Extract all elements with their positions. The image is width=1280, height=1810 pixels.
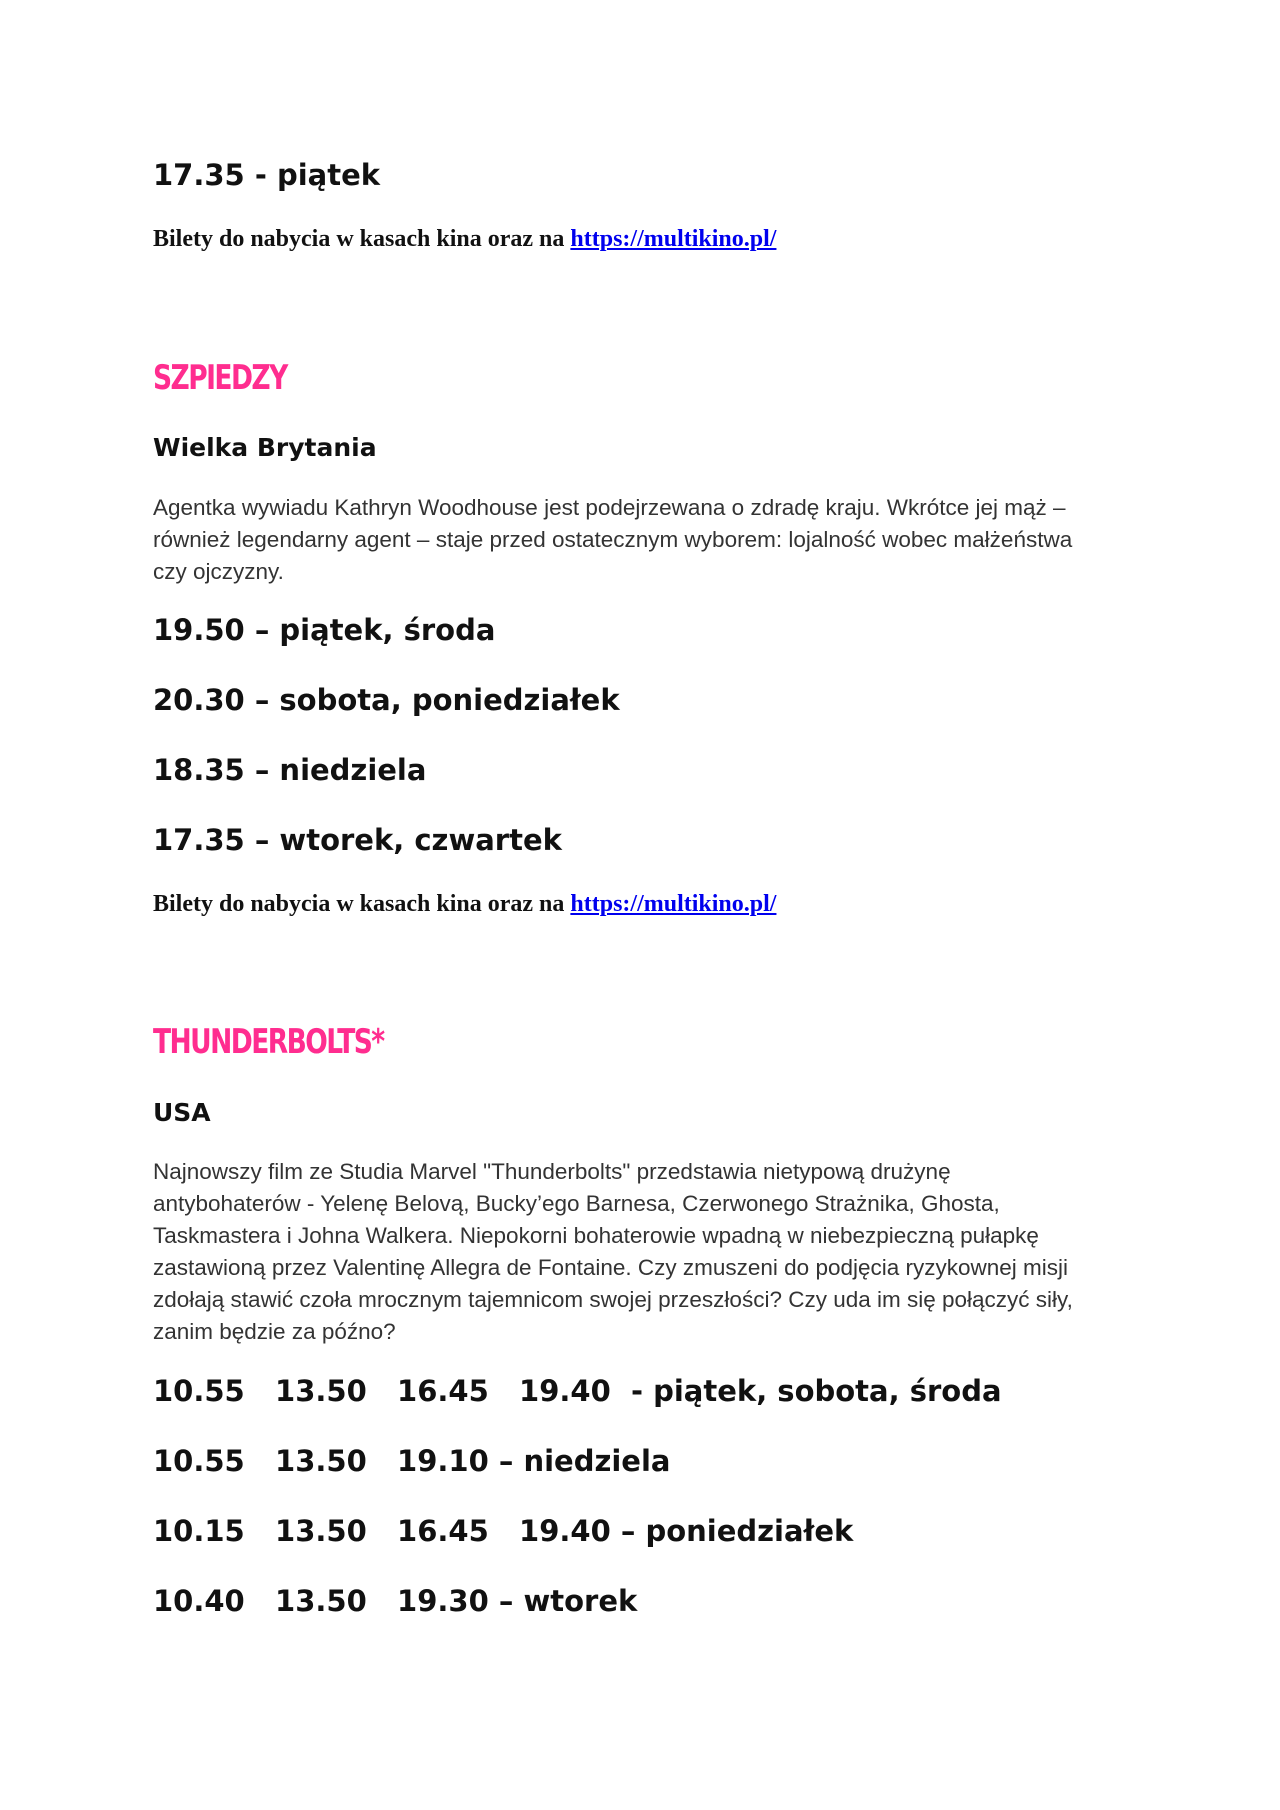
multikino-link[interactable]: https://multikino.pl/	[570, 891, 777, 917]
description-line: czy ojczyzny.	[153, 559, 284, 584]
showtime-line: 10.40 13.50 19.30 – wtorek	[153, 1584, 638, 1618]
film-country: USA	[153, 1098, 211, 1127]
multikino-link[interactable]: https://multikino.pl/	[570, 226, 777, 252]
description-line: zanim będzie za późno?	[153, 1319, 396, 1344]
description-line: Taskmastera i Johna Walkera. Niepokorni bohaterowie wpadną w niebezpieczną pułapkę	[153, 1223, 1039, 1248]
description-line: zastawioną przez Valentinę Allegra de Fontaine. Czy zmuszeni do podjęcia ryzykownej misji	[153, 1255, 1069, 1280]
showtime-line: 10.15 13.50 16.45 19.40 – poniedziałek	[153, 1514, 854, 1548]
tickets-info	[153, 889, 776, 919]
tickets-info	[153, 224, 776, 254]
showtime-line: 17.35 - piątek	[153, 158, 381, 192]
film-description	[153, 1156, 1073, 1348]
description-line: Agentka wywiadu Kathryn Woodhouse jest podejrzewana o zdradę kraju. Wkrótce jej mąż –	[153, 495, 1066, 520]
showtime-line: 18.35 – niedziela	[153, 753, 427, 787]
showtime-line: 19.50 – piątek, środa	[153, 613, 496, 647]
showtime-line: 10.55 13.50 19.10 – niedziela	[153, 1444, 671, 1478]
description-line: Najnowszy film ze Studia Marvel "Thunderbolts" przedstawia nietypową drużynę	[153, 1159, 951, 1184]
tickets-text: Bilety do nabycia w kasach kina oraz na	[153, 891, 571, 917]
showtime-line: 10.55 13.50 16.45 19.40 - piątek, sobota, środa	[153, 1374, 1002, 1408]
film-country: Wielka Brytania	[153, 433, 377, 462]
showtime-line: 17.35 – wtorek, czwartek	[153, 823, 562, 857]
showtime-line: 20.30 – sobota, poniedziałek	[153, 683, 620, 717]
description-line: również legendarny agent – staje przed ostatecznym wyborem: lojalność wobec małżeństwa	[153, 527, 1073, 552]
description-line: zdołają stawić czoła mrocznym tajemnicom swojej przeszłości? Czy uda im się połączyć siły,	[153, 1287, 1073, 1312]
film-title: SZPIEDZY	[153, 358, 287, 398]
film-title: THUNDERBOLTS*	[153, 1022, 384, 1062]
tickets-text: Bilety do nabycia w kasach kina oraz na	[153, 226, 571, 252]
film-description	[153, 492, 1072, 588]
description-line: antybohaterów - Yelenę Belovą, Bucky’ego Barnesa, Czerwonego Strażnika, Ghosta,	[153, 1191, 1000, 1216]
